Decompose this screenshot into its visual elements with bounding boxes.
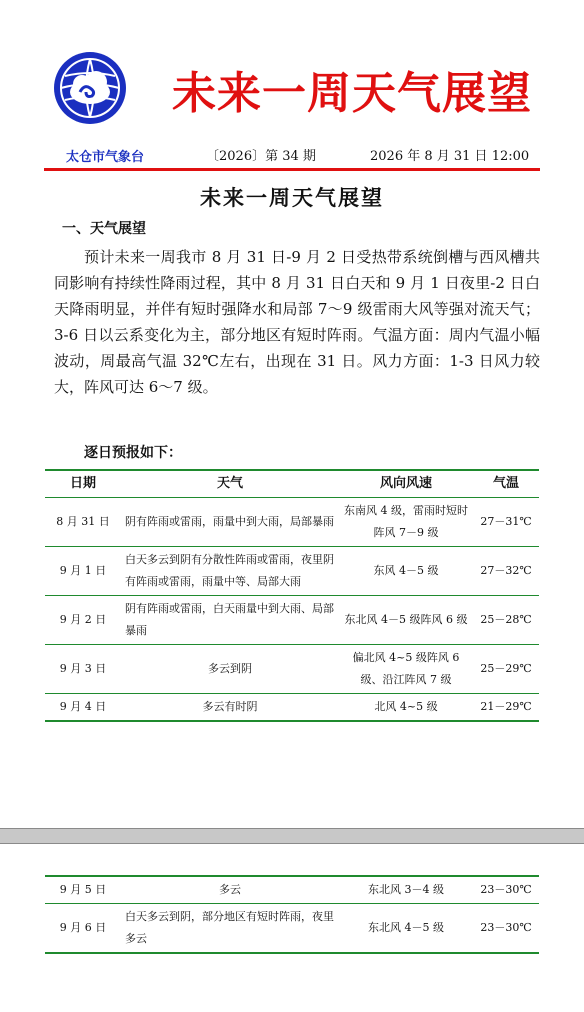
row-date: 9 月 2 日 [59, 613, 107, 626]
row-wind: 东北风 4－5 级 [368, 921, 444, 934]
table-row [45, 596, 539, 645]
row-temp: 21－29℃ [480, 700, 532, 713]
row-wind: 东南风 4 级，雷雨时短时阵风 7－9 级 [344, 504, 468, 539]
table-row [45, 694, 539, 722]
table-row [45, 645, 539, 694]
issue-date: 2026 年 8 月 31 日 12:00 [370, 149, 530, 164]
daily-forecast-label: 逐日预报如下： [84, 445, 182, 461]
row-temp: 25－28℃ [480, 613, 532, 626]
row-wind: 北风 4~5 级 [374, 700, 438, 713]
table-header-row [45, 470, 539, 498]
forecast-table [45, 469, 539, 722]
header-weather: 天气 [216, 476, 243, 491]
table-row [45, 876, 539, 904]
row-date: 9 月 1 日 [59, 564, 107, 577]
row-date: 9 月 6 日 [59, 921, 107, 934]
header-divider [44, 168, 540, 171]
row-weather: 阴有阵雨或雷雨，白天雨量中到大雨、局部暴雨 [125, 602, 334, 637]
issuing-office: 太仓市气象台 [66, 150, 145, 165]
row-wind: 东北风 4－5 级阵风 6 级 [344, 613, 468, 626]
row-temp: 27－32℃ [480, 564, 532, 577]
table-row [45, 904, 539, 954]
row-weather: 阴有阵雨或雷雨，雨量中到大雨，局部暴雨 [125, 515, 334, 528]
header-wind: 风向风速 [379, 476, 432, 491]
row-weather: 多云到阴 [208, 662, 252, 675]
outlook-paragraph: 预计未来一周我市 8 月 31 日-9 月 2 日受热带系统倒槽与西风槽共同影响有持续性降雨过程，其中 8 月 31 日白天和 9 月 1 日夜里-2 日白天降雨明显，并伴有短时强降水和局部 7～9 级雷雨大风等强对流天气；3-6 日以云系变化为主，部分地区有短时阵雨。气温方面：周内气温小幅波动，周最高气温 32℃左右，出现在 31 日。风力方面：1-3 日风力较大，阵风可达 6～7 级。 [54, 248, 540, 396]
row-date: 9 月 5 日 [59, 883, 107, 896]
table-row [45, 498, 539, 547]
page-separator [0, 828, 584, 844]
row-weather: 白天多云到阴，部分地区有短时阵雨，夜里多云 [125, 910, 334, 945]
masthead-title: 未来一周天气展望 [172, 68, 532, 119]
row-weather: 白天多云到阴有分散性阵雨或雷雨，夜里阴有阵雨或雷雨，雨量中等、局部大雨 [125, 553, 334, 588]
document-page-2 [0, 844, 584, 1012]
header-date: 日期 [69, 476, 96, 491]
forecast-table-continued [45, 875, 539, 954]
row-temp: 23－30℃ [480, 921, 532, 934]
header-temp: 气温 [492, 476, 519, 491]
row-wind: 偏北风 4~5 级阵风 6 级、沿江阵风 7 级 [352, 651, 460, 686]
row-date: 8 月 31 日 [56, 515, 110, 528]
row-temp: 23－30℃ [480, 883, 532, 896]
row-weather: 多云 [219, 883, 241, 896]
issue-number: 〔2026〕第 34 期 [206, 149, 316, 164]
row-wind: 东风 4－5 级 [373, 564, 439, 577]
table-row [45, 547, 539, 596]
row-wind: 东北风 3－4 级 [368, 883, 444, 896]
weather-bureau-logo-icon [52, 50, 128, 126]
row-date: 9 月 4 日 [59, 700, 107, 713]
document-title: 未来一周天气展望 [200, 186, 384, 210]
row-temp: 27－31℃ [480, 515, 532, 528]
row-weather: 多云有时阴 [202, 700, 258, 713]
row-temp: 25－29℃ [480, 662, 532, 675]
row-date: 9 月 3 日 [59, 662, 107, 675]
section-heading: 一、天气展望 [62, 221, 146, 237]
